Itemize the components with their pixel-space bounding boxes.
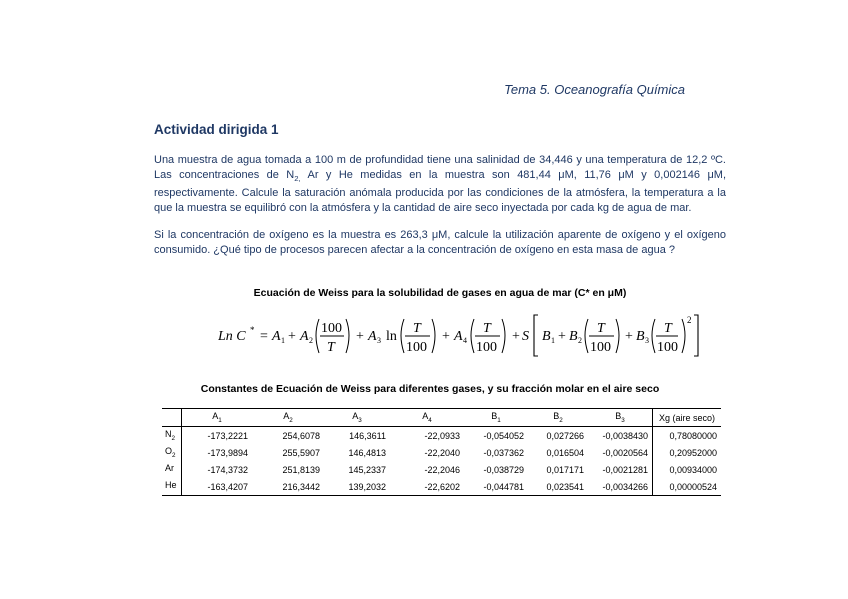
svg-text:100: 100 <box>476 340 497 355</box>
svg-text:+: + <box>512 329 520 344</box>
table-cell: -22,2040 <box>424 447 460 458</box>
gas-label: $O_2$ <box>162 444 182 461</box>
svg-text:ln: ln <box>386 329 397 344</box>
header-a2: $A_2$ <box>252 409 324 427</box>
gas-label: $N_2$ <box>162 427 182 445</box>
header-b3: $B_3$ <box>588 409 653 427</box>
table-row <box>162 478 721 496</box>
svg-text:1: 1 <box>551 336 555 345</box>
svg-text:A: A <box>454 329 463 344</box>
svg-text:=: = <box>260 329 268 344</box>
svg-text:+: + <box>442 329 450 344</box>
svg-text:*: * <box>250 325 255 335</box>
header-a3: $A_3$ <box>324 409 390 427</box>
table-cell: 216,3442 <box>252 478 324 496</box>
header-b1: $B_1$ <box>464 409 528 427</box>
svg-text:100: 100 <box>321 321 342 336</box>
svg-text:A: A <box>300 329 309 344</box>
svg-text:T: T <box>413 321 421 336</box>
header-xg: Xg (aire seco) <box>653 409 722 427</box>
svg-text:2: 2 <box>578 336 582 345</box>
activity-title: Actividad dirigida 1 <box>154 122 279 137</box>
table-cell: -173,2221 <box>207 430 248 441</box>
svg-text:T: T <box>597 321 605 336</box>
gas-label: He <box>162 478 182 496</box>
table-cell: 254,6078 <box>282 430 320 441</box>
table-cell: -0,0038430 <box>602 430 648 441</box>
table-cell: 0,78080000 <box>653 427 722 445</box>
table-cell: -0,0020564 <box>602 447 648 458</box>
svg-text:T: T <box>327 340 335 355</box>
svg-text:T: T <box>483 321 491 336</box>
svg-text:4: 4 <box>463 336 467 345</box>
svg-text:+: + <box>625 329 633 344</box>
table-cell: -174,3732 <box>207 464 248 475</box>
table-cell: 0,017171 <box>546 464 584 475</box>
table-cell: -163,4207 <box>182 478 253 496</box>
table-row <box>162 444 721 461</box>
svg-text:100: 100 <box>406 340 427 355</box>
table-cell: -0,0021281 <box>602 464 648 475</box>
problem-paragraph-2: Si la concentración de oxígeno es la muestra es 263,3 μM, calcule la utilización aparente de oxígeno y el oxígeno consumido. ¿Qué tipo de procesos parecen afectar a la concentración de oxígeno en esta masa de agua ? <box>154 229 726 256</box>
table-cell: -22,2046 <box>424 464 460 475</box>
svg-text:A: A <box>368 329 377 344</box>
table-cell: 0,00934000 <box>653 461 722 478</box>
table-row <box>162 427 721 445</box>
table-cell: -0,0034266 <box>588 478 653 496</box>
table-row <box>162 461 721 478</box>
table-cell: -22,6202 <box>390 478 464 496</box>
table-cell: -22,0933 <box>424 430 460 441</box>
equation-title: Ecuación de Weiss para la solubilidad de gases en agua de mar (C* en μM) <box>253 287 627 299</box>
svg-text:A: A <box>272 329 281 344</box>
svg-text:100: 100 <box>590 340 611 355</box>
svg-text:1: 1 <box>281 336 285 345</box>
svg-text:Ln C: Ln C <box>218 329 246 344</box>
header-a4: $A_4$ <box>390 409 464 427</box>
table-cell: 255,5907 <box>282 447 320 458</box>
table-cell: 0,023541 <box>528 478 588 496</box>
table-cell: -173,9894 <box>207 447 248 458</box>
gas-label: Ar <box>162 461 182 478</box>
svg-text:+: + <box>558 329 566 344</box>
table-cell: 0,00000524 <box>653 478 722 496</box>
svg-text:2: 2 <box>309 336 313 345</box>
page-header: Tema 5. Oceanografía Química <box>504 82 685 97</box>
table-cell: 0,20952000 <box>653 444 722 461</box>
svg-text:2: 2 <box>687 315 692 325</box>
table-title: Constantes de Ecuación de Weiss para diferentes gases, y su fracción molar en el aire seco <box>200 383 660 395</box>
table-cell: 146,3611 <box>349 430 386 441</box>
table-cell: 251,8139 <box>282 464 320 475</box>
svg-text:B: B <box>542 329 551 344</box>
table-cell: 139,2032 <box>324 478 390 496</box>
svg-text:+: + <box>356 329 364 344</box>
table-cell: -0,038729 <box>483 464 524 475</box>
table-cell: -0,054052 <box>483 430 524 441</box>
table-cell: -0,037362 <box>483 447 524 458</box>
svg-text:+: + <box>288 329 296 344</box>
svg-text:S: S <box>522 329 529 344</box>
svg-text:100: 100 <box>657 340 678 355</box>
svg-text:T: T <box>664 321 672 336</box>
header-a1: $A_1$ <box>182 409 253 427</box>
svg-text:3: 3 <box>645 336 649 345</box>
svg-text:B: B <box>636 329 645 344</box>
svg-text:B: B <box>569 329 578 344</box>
table-cell: 0,016504 <box>546 447 584 458</box>
table-corner <box>162 409 182 427</box>
weiss-equation-tail <box>655 311 715 359</box>
problem-paragraph-1: Una muestra de agua tomada a 100 m de profundidad tiene una salinidad de 34,446 y una temperatura de 12,2 ºC. Las concentraciones de $N_{2,}$ Ar y He medidas en la muestra son 481,44 μM, 11,76 μM y 0,002146 μM, respectivamente. Calcule la saturación anómala producida por las condiciones de la atmósfera, la temperatura a la que la muestra se equilibró con la atmósfera y la cantidad de aire seco inyectada por cada kg de agua de mar. <box>154 154 727 215</box>
table-cell: -0,044781 <box>464 478 528 496</box>
table-cell: 0,027266 <box>546 430 584 441</box>
weiss-constants-table <box>162 408 721 496</box>
table-cell: 145,2337 <box>348 464 386 475</box>
svg-text:3: 3 <box>377 336 381 345</box>
header-b2: $B_2$ <box>528 409 588 427</box>
table-header-row <box>162 409 721 427</box>
table-cell: 146,4813 <box>348 447 386 458</box>
weiss-equation <box>218 311 678 359</box>
